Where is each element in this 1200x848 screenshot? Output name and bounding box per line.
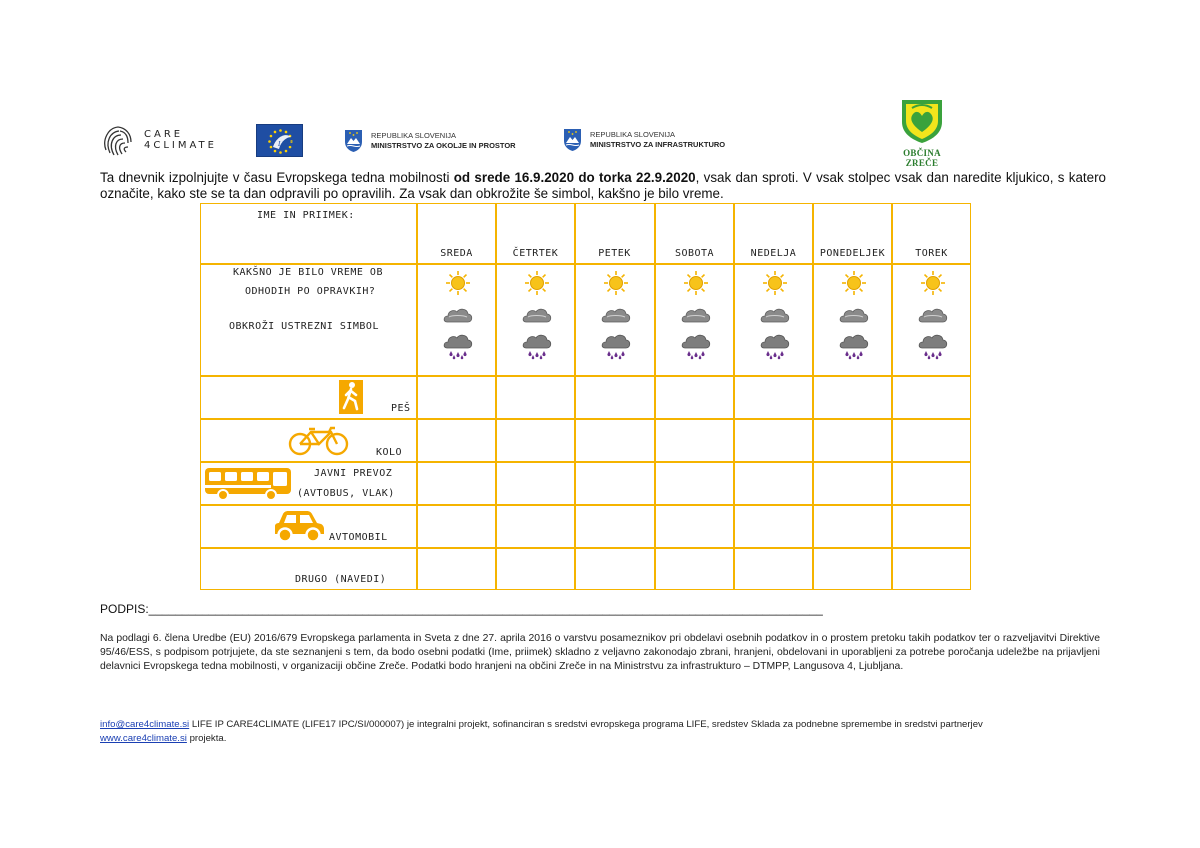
eu-star-icon — [279, 129, 282, 132]
sun-icon[interactable] — [841, 270, 867, 301]
care-logo-line2: 4CLIMATE — [144, 140, 217, 151]
day-header: NEDELJA — [750, 248, 797, 259]
tick-cell-walk-ponedeljek[interactable] — [814, 377, 890, 417]
footer — [100, 718, 1100, 746]
row-label-public-2: (AVTOBUS, VLAK) — [297, 488, 395, 499]
bus-icon — [203, 466, 293, 502]
day-header: PETEK — [598, 248, 631, 259]
car-icon — [269, 510, 327, 544]
tick-cell-walk-četrtek[interactable] — [497, 377, 573, 417]
tick-cell-walk-sreda[interactable] — [418, 377, 494, 417]
row-label-car: AVTOMOBIL — [329, 532, 388, 543]
tick-cell-car-petek[interactable] — [576, 506, 652, 546]
slovenia-crest-icon — [563, 128, 582, 152]
eu-star-icon — [285, 131, 288, 134]
row-label-walk: PEŠ — [391, 403, 411, 414]
intro-text-1: Ta dnevnik izpolnjujte v času Evropskega tedna mobilnosti — [100, 170, 454, 185]
row-label-public-1: JAVNI PREVOZ — [314, 468, 393, 479]
cloud-icon[interactable] — [681, 306, 711, 329]
mzi-line2: MINISTRSTVO ZA INFRASTRUKTURO — [590, 140, 726, 149]
row-label-bike: KOLO — [376, 447, 403, 458]
zrece-name: OBČINA ZREČE — [903, 148, 941, 168]
mop-line2: MINISTRSTVO ZA OKOLJE IN PROSTOR — [371, 141, 516, 150]
fingerprint-icon — [100, 122, 136, 158]
name-field-label: IME IN PRIIMEK: — [257, 210, 355, 221]
life-logo-text: LIFE — [278, 140, 293, 148]
footer-text-2: projekta. — [186, 733, 227, 744]
cloud-icon[interactable] — [522, 306, 552, 329]
rain-cloud-icon[interactable] — [760, 334, 790, 365]
footer-text-1: LIFE IP CARE4CLIMATE (LIFE17 IPC/SI/000007) je integralni projekt, sofinanciran s sredstvi evropskega programa LIFE, sredstev Sklada za podnebne spremembe in sredstvi partnerjev — [189, 719, 983, 730]
signature-line[interactable]: PODPIS:_____________________________________________________________________________________________________ — [100, 602, 823, 616]
tick-cell-car-četrtek[interactable] — [497, 506, 573, 546]
website-link[interactable]: www.care4climate.si — [100, 733, 187, 744]
tick-cell-public-transport-sreda[interactable] — [418, 463, 494, 503]
sun-icon[interactable] — [603, 270, 629, 301]
eu-star-icon — [270, 146, 273, 149]
tick-cell-public-transport-petek[interactable] — [576, 463, 652, 503]
rain-cloud-icon[interactable] — [839, 334, 869, 365]
sun-icon[interactable] — [524, 270, 550, 301]
obcina-zrece-logo — [886, 98, 958, 168]
tick-cell-other-nedelja[interactable] — [735, 549, 811, 589]
tick-cell-other-torek[interactable] — [893, 549, 969, 589]
mop-line1: REPUBLIKA SLOVENIJA — [371, 131, 457, 140]
rain-cloud-icon[interactable] — [601, 334, 631, 365]
tick-cell-bike-petek[interactable] — [576, 420, 652, 460]
tick-cell-other-ponedeljek[interactable] — [814, 549, 890, 589]
day-header: TOREK — [915, 248, 948, 259]
tick-cell-other-sreda[interactable] — [418, 549, 494, 589]
row-label-other: DRUGO (NAVEDI) — [295, 574, 387, 585]
intro-dates: od srede 16.9.2020 do torka 22.9.2020 — [453, 170, 696, 185]
tick-cell-car-sreda[interactable] — [418, 506, 494, 546]
tick-cell-other-petek[interactable] — [576, 549, 652, 589]
tick-cell-bike-ponedeljek[interactable] — [814, 420, 890, 460]
tick-cell-car-sobota[interactable] — [656, 506, 732, 546]
intro-text-2: , vsak dan sproti. V vsak stolpec vsak dan naredite kljukico, s katero označite, kako ste se ta dan odpravili po opravilih. Za vsak dan obkrožite še simbol, kakšno je bilo vreme. — [100, 170, 1106, 201]
intro-paragraph — [100, 170, 1106, 202]
row-divider — [201, 263, 970, 265]
eu-star-icon — [279, 151, 282, 154]
mobility-diary-table — [200, 203, 971, 590]
day-header: SREDA — [440, 248, 473, 259]
day-header: ČETRTEK — [512, 248, 559, 259]
tick-cell-public-transport-sobota[interactable] — [656, 463, 732, 503]
weather-instruction: OBKROŽI USTREZNI SIMBOL — [229, 321, 379, 332]
eu-stars-icon — [257, 125, 304, 158]
email-link[interactable]: info@care4climate.si — [100, 719, 190, 730]
sun-icon[interactable] — [445, 270, 471, 301]
sun-icon[interactable] — [920, 270, 946, 301]
ministry-infrastructure-logo — [563, 128, 725, 152]
gdpr-notice: Na podlagi 6. člena Uredbe (EU) 2016/679 Evropskega parlamenta in Sveta z dne 27. aprila 2016 o varstvu posameznikov pri obdelavi osebnih podatkov in o prostem pretoku takih podatkov ter o razveljavitvi Direktive 95/46/ESS, s podpisom potrjujete, da ste seznanjeni s tem, da bodo osebni podatki (Ime, priimek) skladno z veljavno zakonodajo zbrani, hranjeni, obdelovani in uporabljeni za potrebe poročanja udeležbe na prijavljeni delavnici Evropskega tedna mobilnosti, v organizaciji občine Zreče. Podatki bodo hranjeni na občini Zreče in na Ministrstvu za infrastrukturo – DTMPP, Langusova 4, Ljubljana. — [100, 633, 1100, 672]
weather-question-2: ODHODIH PO OPRAVKIH? — [245, 286, 376, 297]
rain-cloud-icon[interactable] — [443, 334, 473, 365]
tick-cell-walk-petek[interactable] — [576, 377, 652, 417]
tick-cell-walk-torek[interactable] — [893, 377, 969, 417]
tick-cell-public-transport-nedelja[interactable] — [735, 463, 811, 503]
care4climate-logo — [100, 122, 217, 158]
tick-cell-car-nedelja[interactable] — [735, 506, 811, 546]
mzi-line1: REPUBLIKA SLOVENIJA — [590, 130, 676, 139]
tick-cell-bike-nedelja[interactable] — [735, 420, 811, 460]
tick-cell-bike-sobota[interactable] — [656, 420, 732, 460]
pedestrian-icon — [339, 380, 363, 414]
tick-cell-public-transport-torek[interactable] — [893, 463, 969, 503]
tick-cell-car-torek[interactable] — [893, 506, 969, 546]
tick-cell-public-transport-četrtek[interactable] — [497, 463, 573, 503]
sun-icon[interactable] — [762, 270, 788, 301]
eu-life-logo — [256, 124, 303, 157]
slovenia-crest-icon — [344, 129, 363, 153]
zrece-crest-icon — [900, 98, 944, 144]
ministry-environment-logo — [344, 129, 516, 153]
cloud-icon[interactable] — [839, 306, 869, 329]
day-header: PONEDELJEK — [819, 248, 886, 259]
bicycle-icon — [287, 426, 351, 456]
tick-cell-bike-sreda[interactable] — [418, 420, 494, 460]
day-header: SOBOTA — [674, 248, 715, 259]
cloud-icon[interactable] — [601, 306, 631, 329]
tick-cell-public-transport-ponedeljek[interactable] — [814, 463, 890, 503]
eu-star-icon — [274, 131, 277, 134]
tick-cell-bike-torek[interactable] — [893, 420, 969, 460]
eu-star-icon — [274, 150, 277, 153]
rain-cloud-icon[interactable] — [522, 334, 552, 365]
tick-cell-car-ponedeljek[interactable] — [814, 506, 890, 546]
tick-cell-walk-nedelja[interactable] — [735, 377, 811, 417]
cloud-icon[interactable] — [918, 306, 948, 329]
eu-star-icon — [270, 135, 273, 138]
tick-cell-other-sobota[interactable] — [656, 549, 732, 589]
sun-icon[interactable] — [683, 270, 709, 301]
tick-cell-other-četrtek[interactable] — [497, 549, 573, 589]
rain-cloud-icon[interactable] — [681, 334, 711, 365]
rain-cloud-icon[interactable] — [918, 334, 948, 365]
eu-star-icon — [285, 150, 288, 153]
tick-cell-bike-četrtek[interactable] — [497, 420, 573, 460]
care-logo-line1: CARE — [144, 129, 184, 140]
tick-cell-walk-sobota[interactable] — [656, 377, 732, 417]
eu-star-icon — [268, 140, 271, 143]
cloud-icon[interactable] — [443, 306, 473, 329]
cloud-icon[interactable] — [760, 306, 790, 329]
weather-question-1: KAKŠNO JE BILO VREME OB — [233, 267, 383, 278]
